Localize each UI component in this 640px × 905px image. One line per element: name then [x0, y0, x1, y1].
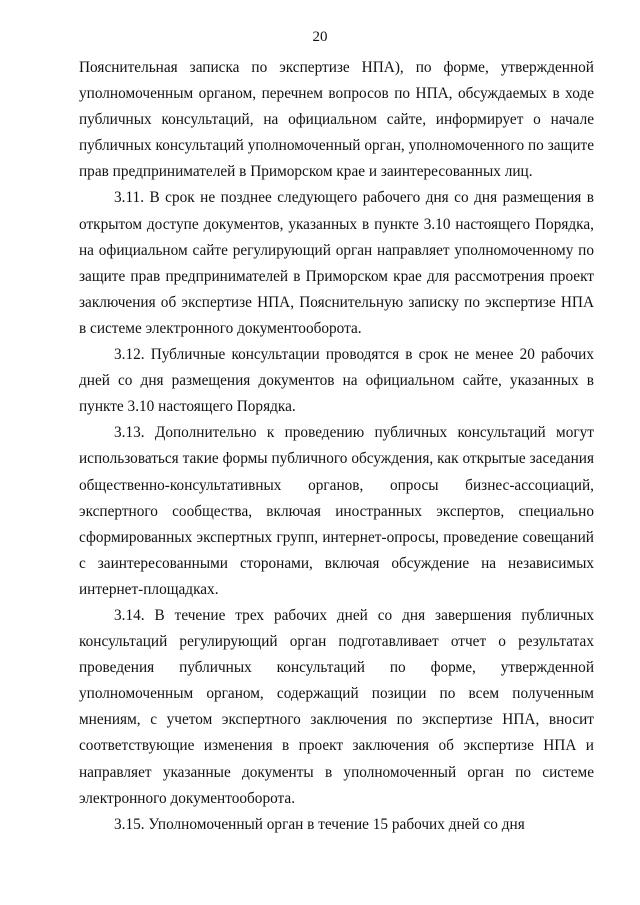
paragraph-3-12: 3.12. Публичные консультации проводятся в срок не менее 20 рабочих дней со дня размещения документов на официальном сайте, указанных в пункте 3.10 настоящего Порядка.	[79, 346, 594, 416]
page-number: 20	[312, 29, 328, 45]
paragraph-3-15: 3.15. Уполномоченный орган в течение 15 рабочих дней со дня	[114, 815, 525, 833]
document-body	[79, 55, 594, 838]
paragraph-continuation: Пояснительная записка по экспертизе НПА), по форме, утвержденной уполномоченным органом, перечнем вопросов по НПА, обсуждаемых в ходе публичных консультаций, на официальном сайте, информирует о начале публичных консультаций уполномоченный орган, уполномоченного по защите прав предпринимателей в Приморском крае и заинтересованных лиц.	[79, 59, 594, 181]
paragraph-3-13: 3.13. Дополнительно к проведению публичных консультаций могут использоваться такие формы публичного обсуждения, как открытые заседания общественно-консультативных органов, опросы бизнес-ассоциаций, экспертного сообщества, включая иностранных экспертов, специально сформированных экспертных групп, интернет-опросы, проведение совещаний с заинтересованными сторонами, включая обсуждение на независимых интернет-площадках.	[79, 424, 594, 598]
paragraph-3-14: 3.14. В течение трех рабочих дней со дня завершения публичных консультаций регулирующий орган подготавливает отчет о результатах проведения публичных консультаций по форме, утвержденной уполномоченным органом, содержащий позиции по всем полученным мнениям, с учетом экспертного заключения по экспертизе НПА, вносит соответствующие изменения в проект заключения об экспертизе НПА и направляет указанные документы в уполномоченный орган по системе электронного документооборота.	[79, 606, 594, 807]
paragraph-3-11: 3.11. В срок не позднее следующего рабочего дня со дня размещения в открытом доступе документов, указанных в пункте 3.10 настоящего Порядка, на официальном сайте регулирующий орган направляет уполномоченному по защите прав предпринимателей в Приморском крае для рассмотрения проект заключения об экспертизе НПА, Пояснительную записку по экспертизе НПА в системе электронного документооборота.	[79, 189, 594, 337]
